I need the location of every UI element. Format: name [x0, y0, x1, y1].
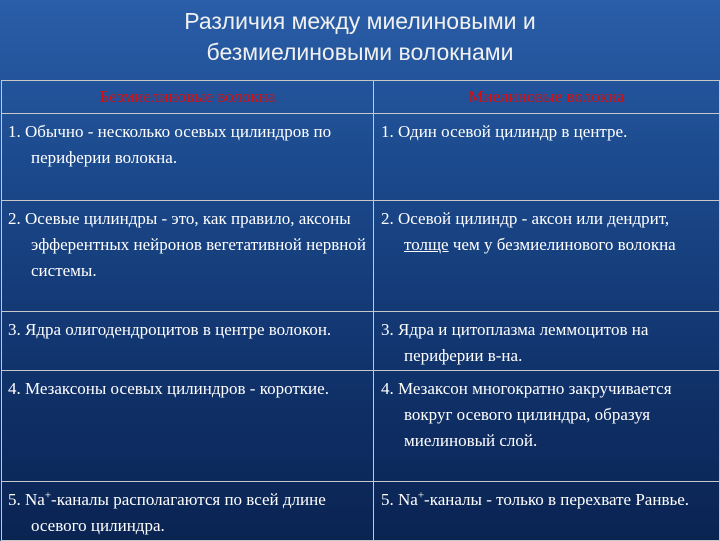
- cell-text-right-5: [374, 482, 719, 513]
- header-unmyelinated: Безмиелиновые волокна: [2, 81, 374, 114]
- cell-text-right-5b: -каналы - только в перехвате Ранвье.: [424, 490, 690, 509]
- slide-title-line-2: безмиелиновыми волокнами: [206, 39, 514, 65]
- superscript-plus: +: [44, 489, 52, 502]
- table-row: [2, 201, 720, 312]
- cell-text-left-5: [2, 482, 373, 539]
- superscript-plus: +: [417, 489, 425, 502]
- header-myelinated: Миелиновые волокна: [374, 81, 720, 114]
- comparison-table: [1, 80, 720, 541]
- cell-text-right-2b: чем у безмиелинового волокна: [448, 235, 676, 254]
- table-row: [2, 114, 720, 201]
- table-cell: [2, 312, 374, 371]
- cell-text-right-2a: 2. Осевой цилиндр - аксон или дендрит,: [381, 209, 670, 228]
- table-row: [2, 371, 720, 482]
- cell-text-right-5a: 5. Na: [381, 490, 418, 509]
- slide-title-line-1: Различия между миелиновыми и: [184, 8, 536, 34]
- cell-text-left-3: 3. Ядра олигодендроцитов в центре волокон.: [8, 320, 332, 339]
- underlined-word: толще: [404, 235, 449, 254]
- cell-text-left-5a: 5. Na: [8, 490, 45, 509]
- cell-text-right-4: 4. Мезаксон многократно закручивается вокруг осевого цилиндра, образуя миелиновый слой.: [381, 379, 672, 450]
- table-cell: [2, 482, 374, 541]
- cell-text-left-5b: -каналы располагаются по всей длине осевого цилиндра.: [31, 490, 326, 535]
- table-row: [2, 312, 720, 371]
- cell-text-right-3: 3. Ядра и цитоплазма леммоцитов на периферии в-на.: [381, 320, 649, 365]
- table-cell: [374, 114, 720, 201]
- table-cell: [2, 201, 374, 312]
- cell-text-right-2: [374, 201, 719, 258]
- cell-text-left-2: 2. Осевые цилиндры - это, как правило, аксоны эфферентных нейронов вегетативной нервной системы.: [8, 209, 367, 280]
- table-cell: [374, 371, 720, 482]
- table-cell: [2, 114, 374, 201]
- table-cell: [2, 371, 374, 482]
- slide-title: [0, 6, 720, 68]
- table-row: [2, 482, 720, 541]
- cell-text-left-1: 1. Обычно - несколько осевых цилиндров по периферии волокна.: [8, 122, 332, 167]
- cell-text-right-1: 1. Один осевой цилиндр в центре.: [381, 122, 628, 141]
- table-cell: [374, 312, 720, 371]
- cell-text-left-4: 4. Мезаксоны осевых цилиндров - короткие.: [8, 379, 329, 398]
- table-header-row: [2, 81, 720, 114]
- table-cell: [374, 482, 720, 541]
- table-cell: [374, 201, 720, 312]
